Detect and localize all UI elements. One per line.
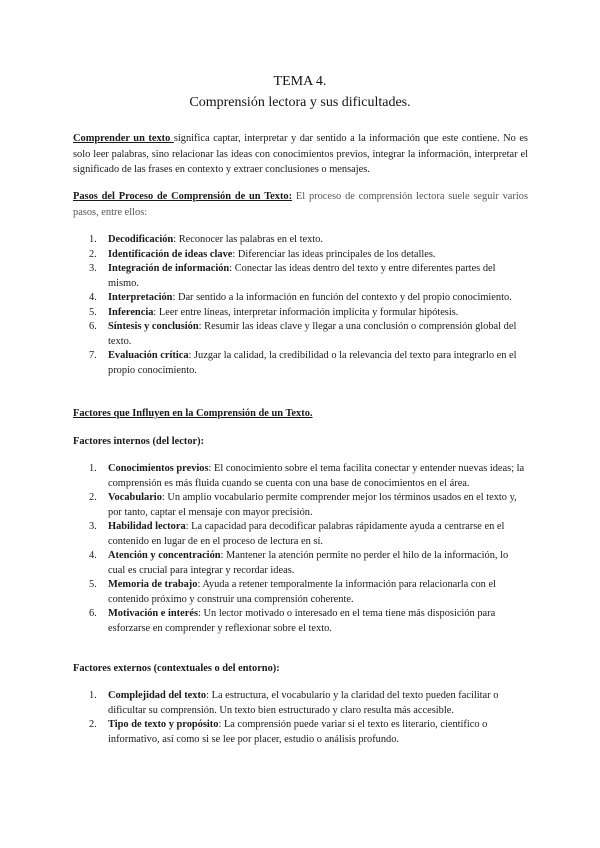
- list-item: 1. Conocimientos previos: El conocimiento sobre el tema facilita conectar y entender nuevas ideas; la comprensión es más fluida cuando se cuenta con una base de conocimientos en el área.: [89, 463, 525, 489]
- externos-list: [73, 689, 528, 747]
- list-item: 2. Vocabulario: Un amplio vocabulario permite comprender mejor los términos usados en el texto y, por tanto, captar el mensaje con mayor precisión.: [89, 492, 517, 518]
- list-item: 5. Memoria de trabajo: Ayuda a retener temporalmente la información para relacionarla con el contenido próximo y construir una comprensión coherente.: [89, 579, 496, 605]
- pasos-paragraph: [73, 189, 528, 220]
- document-subtitle: Comprensión lectora y sus dificultades.: [189, 95, 411, 110]
- externos-heading: Factores externos (contextuales o del entorno):: [73, 663, 280, 674]
- list-item: 4. Atención y concentración: Mantener la atención permite no perder el hilo de la información, lo cual es crucial para integrar y recordar ideas.: [89, 550, 509, 576]
- internos-list: [73, 462, 528, 636]
- list-item: 3. Integración de información: Conectar las ideas dentro del texto y entre diferentes partes del mismo.: [89, 263, 496, 289]
- factores-heading: Factores que Influyen en la Comprensión de un Texto.: [73, 408, 313, 419]
- list-item: 2. Tipo de texto y propósito: La comprensión puede variar si el texto es literario, científico o informativo, así como si se lee por placer, estudio o análisis profundo.: [89, 719, 488, 745]
- intro-lead: Comprender un texto: [73, 133, 174, 144]
- list-item: 3. Habilidad lectora: La capacidad para decodificar palabras rápidamente ayuda a centrarse en el contenido en lugar de en el proceso de lectura en sí.: [89, 521, 505, 547]
- list-item: 1. Decodificación: Reconocer las palabras en el texto.: [89, 234, 323, 245]
- internos-heading: Factores internos (del lector):: [73, 436, 205, 447]
- list-item: 5. Inferencia: Leer entre líneas, interpretar información implícita y formular hipótesis.: [89, 306, 459, 318]
- pasos-list: [73, 233, 528, 378]
- list-item: 7. Evaluación crítica: Juzgar la calidad, la credibilidad o la relevancia del texto para integrarlo en el propio conocimiento.: [89, 350, 517, 376]
- pasos-text: El proceso de comprensión lectora suele seguir varios pasos, entre ellos:: [73, 191, 528, 218]
- intro-text: significa captar, interpretar y dar sentido a la información que este contiene. No es solo leer palabras, sino relacionar las ideas con conocimientos previos, integrar la información, interpretar el significado de las frases en contexto y extraer conclusiones o mensajes.: [73, 133, 528, 175]
- list-item: 4. Interpretación: Dar sentido a la información en función del contexto y del propio conocimiento.: [89, 292, 512, 303]
- intro-paragraph: [73, 131, 528, 178]
- list-item: 6. Motivación e interés: Un lector motivado o interesado en el tema tiene más disposición para esforzarse en comprender y reflexionar sobre el texto.: [89, 608, 496, 634]
- document-title: TEMA 4.: [273, 74, 327, 89]
- list-item: 6. Síntesis y conclusión: Resumir las ideas clave y llegar a una conclusión o comprensión global del texto.: [89, 321, 517, 347]
- list-item: 1. Complejidad del texto: La estructura, el vocabulario y la claridad del texto pueden facilitar o dificultar su comprensión. Un texto bien estructurado y claro resulta más accesible.: [89, 690, 499, 716]
- pasos-lead: Pasos del Proceso de Comprensión de un Texto:: [73, 191, 293, 202]
- list-item: 2. Identificación de ideas clave: Diferenciar las ideas principales de los detalles.: [89, 248, 436, 260]
